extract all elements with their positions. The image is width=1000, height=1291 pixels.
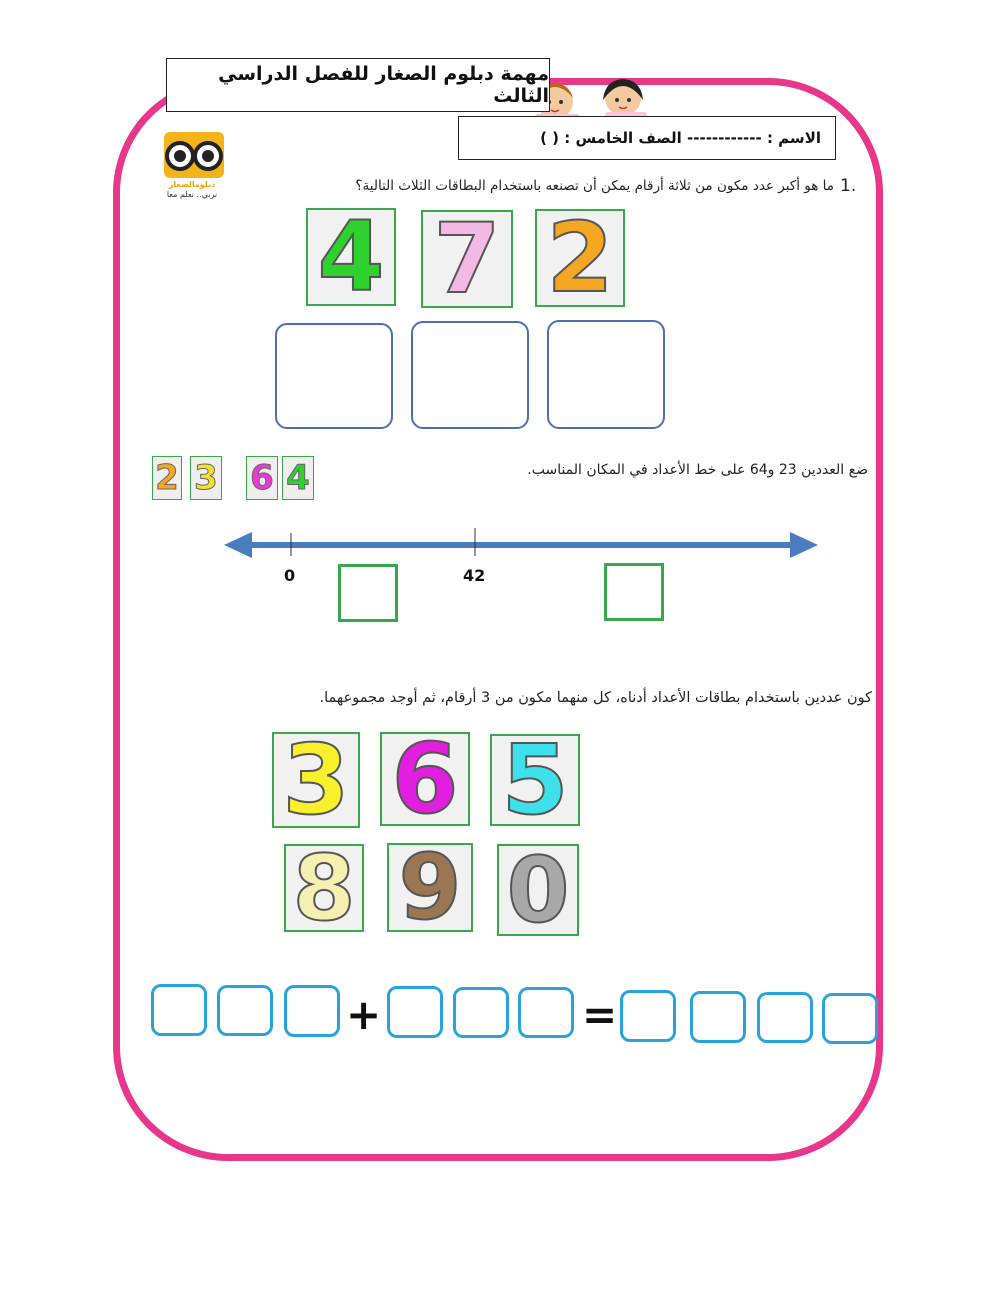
- q1-card-2: 2: [535, 209, 625, 307]
- q1-text: ما هو أكبر عدد مكون من ثلاثة أرقام يمكن أن تصنعه باستخدام البطاقات الثلاث التالية؟: [355, 178, 834, 194]
- q2-mini-card-6: 6: [246, 456, 278, 500]
- logo-line1-b: الصغار: [168, 180, 195, 189]
- addend1-digit-3[interactable]: [284, 985, 340, 1037]
- logo-text: [150, 180, 234, 200]
- logo-line1-a: دبلوم: [194, 180, 216, 189]
- worksheet-title: مهمة دبلوم الصغار للفصل الدراسي الثالث: [166, 58, 550, 112]
- sum-digit-4[interactable]: [822, 993, 878, 1044]
- q1-answer-slot-3[interactable]: [547, 320, 665, 429]
- q3-card-9: 9: [387, 843, 473, 932]
- sum-digit-1[interactable]: [620, 990, 676, 1042]
- q2-answer-box-2[interactable]: [604, 563, 664, 621]
- q3-card-6: 6: [380, 732, 470, 826]
- addend2-digit-3[interactable]: [518, 987, 574, 1038]
- q1-card-4: 4: [306, 208, 396, 306]
- equals-sign: =: [582, 990, 618, 1039]
- q3-card-3: 3: [272, 732, 360, 828]
- q1-card-7: 7: [421, 210, 513, 308]
- addend1-digit-2[interactable]: [217, 985, 273, 1036]
- q1-number: 1.: [840, 176, 857, 196]
- q3-card-5: 5: [490, 734, 580, 826]
- q3-text: كون عددين باستخدام بطاقات الأعداد أدناه، كل منهما مكون من 3 أرقام، ثم أوجد مجموعهما.: [319, 690, 872, 706]
- q2-answer-box-1[interactable]: [338, 564, 398, 622]
- addend2-digit-2[interactable]: [453, 987, 509, 1038]
- addend1-digit-1[interactable]: [151, 984, 207, 1036]
- sum-digit-2[interactable]: [690, 991, 746, 1043]
- logo-line2: نربي.. نعلم معا: [166, 190, 218, 199]
- q2-text: ضع العددين 23 و64 على خط الأعداد في المكان المناسب.: [527, 462, 868, 478]
- tick-label-42: 42: [463, 566, 486, 585]
- q2-mini-card-4: 4: [282, 456, 314, 500]
- q3-card-8: 8: [284, 844, 364, 932]
- q2-mini-card-2: 2: [152, 456, 182, 500]
- q1-answer-slot-1[interactable]: [275, 323, 393, 429]
- sum-digit-3[interactable]: [757, 992, 813, 1043]
- name-class-field[interactable]: الاسم : ------------ الصف الخامس : ( ): [458, 116, 836, 160]
- q1-answer-slot-2[interactable]: [411, 321, 529, 429]
- addend2-digit-1[interactable]: [387, 986, 443, 1038]
- q3-card-0: 0: [497, 844, 579, 936]
- number-line: [224, 528, 820, 562]
- q2-mini-card-3: 3: [190, 456, 222, 500]
- logo-owl-icon: [158, 130, 230, 180]
- tick-label-0: 0: [284, 566, 296, 585]
- plus-sign: +: [346, 990, 382, 1039]
